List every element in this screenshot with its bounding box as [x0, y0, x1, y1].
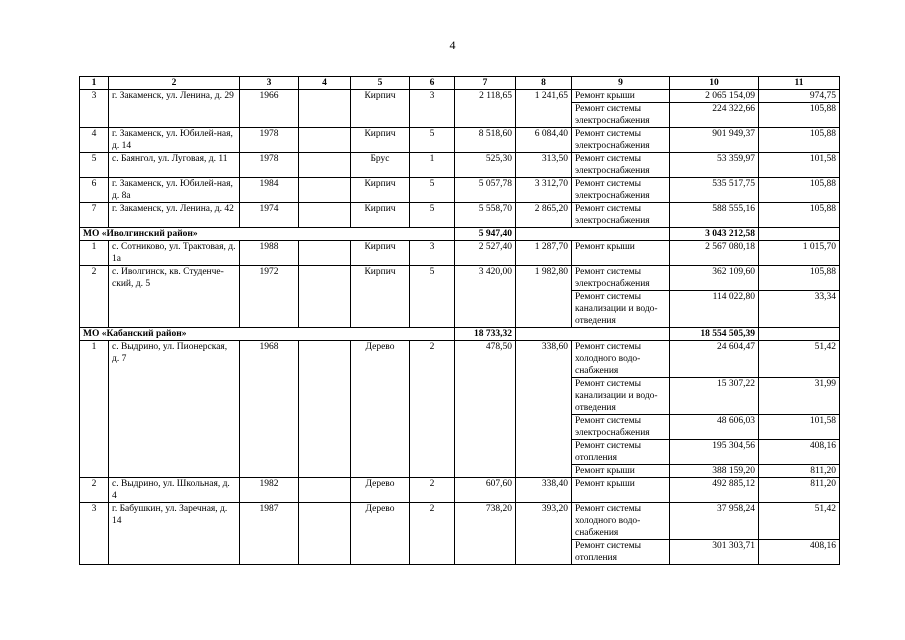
- cell-unit-cost: 974,75: [759, 90, 840, 103]
- cell-cost: 901 949,37: [670, 128, 759, 153]
- cell-total-area: 525,30: [455, 153, 516, 178]
- cell-work-type: Ремонт крыши: [572, 478, 670, 503]
- cell-floors: 3: [410, 90, 455, 128]
- cell-col4: [299, 341, 351, 478]
- cell-work-type: Ремонт системы электроснабжения: [572, 415, 670, 440]
- group-blank: [516, 228, 670, 241]
- cell-cost: 15 307,22: [670, 378, 759, 415]
- cell-material: Кирпич: [351, 128, 410, 153]
- cell-address: г. Бабушкин, ул. Заречная, д. 14: [109, 503, 240, 565]
- group-title: МО «Иволгинский район»: [80, 228, 455, 241]
- header-row: [80, 77, 840, 90]
- header-cell-2: 2: [109, 77, 240, 90]
- header-cell-10: 10: [670, 77, 759, 90]
- cell-cost: 2 065 154,09: [670, 90, 759, 103]
- cell-unit-cost: 105,88: [759, 203, 840, 228]
- cell-floors: 5: [410, 203, 455, 228]
- group-row: [80, 328, 840, 341]
- cell-unit-cost: 105,88: [759, 266, 840, 291]
- cell-cost: 195 304,56: [670, 440, 759, 465]
- cell-material: Дерево: [351, 503, 410, 565]
- cell-unit-cost: 105,88: [759, 178, 840, 203]
- cell-work-type: Ремонт системы электроснабжения: [572, 178, 670, 203]
- cell-total-area: 2 118,65: [455, 90, 516, 128]
- cell-material: Дерево: [351, 341, 410, 478]
- cell-material: Брус: [351, 153, 410, 178]
- cell-floors: 5: [410, 178, 455, 203]
- cell-cost: 224 322,66: [670, 103, 759, 128]
- repair-table: [79, 76, 840, 565]
- cell-unit-cost: 811,20: [759, 478, 840, 503]
- cell-total-area: 478,50: [455, 341, 516, 478]
- cell-total-area: 2 527,40: [455, 241, 516, 266]
- cell-work-type: Ремонт крыши: [572, 465, 670, 478]
- cell-work-type: Ремонт системы отопления: [572, 440, 670, 465]
- cell-number: 3: [80, 90, 109, 128]
- cell-col4: [299, 266, 351, 328]
- cell-unit-cost: 1 015,70: [759, 241, 840, 266]
- cell-col4: [299, 203, 351, 228]
- cell-material: Кирпич: [351, 266, 410, 328]
- table-row: [80, 478, 840, 503]
- table-row: [80, 153, 840, 178]
- header-cell-1: 1: [80, 77, 109, 90]
- cell-living-area: 338,60: [516, 341, 572, 478]
- cell-number: 1: [80, 241, 109, 266]
- cell-total-area: 738,20: [455, 503, 516, 565]
- group-cost-total: 3 043 212,58: [670, 228, 759, 241]
- cell-living-area: 338,40: [516, 478, 572, 503]
- cell-address: с. Иволгинск, кв. Студенче-ский, д. 5: [109, 266, 240, 328]
- cell-year: 1966: [240, 90, 299, 128]
- cell-work-type: Ремонт системы холодного водо-снабжения: [572, 341, 670, 378]
- cell-cost: 492 885,12: [670, 478, 759, 503]
- cell-col4: [299, 241, 351, 266]
- cell-number: 3: [80, 503, 109, 565]
- cell-year: 1972: [240, 266, 299, 328]
- cell-unit-cost: 408,16: [759, 540, 840, 565]
- cell-material: Дерево: [351, 478, 410, 503]
- cell-year: 1978: [240, 128, 299, 153]
- cell-living-area: 1 241,65: [516, 90, 572, 128]
- header-cell-4: 4: [299, 77, 351, 90]
- cell-cost: 388 159,20: [670, 465, 759, 478]
- cell-total-area: 607,60: [455, 478, 516, 503]
- cell-number: 1: [80, 341, 109, 478]
- cell-living-area: 3 312,70: [516, 178, 572, 203]
- table-row: [80, 178, 840, 203]
- cell-cost: 114 022,80: [670, 291, 759, 328]
- cell-floors: 2: [410, 503, 455, 565]
- header-cell-7: 7: [455, 77, 516, 90]
- group-blank: [759, 228, 840, 241]
- cell-total-area: 8 518,60: [455, 128, 516, 153]
- header-cell-3: 3: [240, 77, 299, 90]
- cell-year: 1974: [240, 203, 299, 228]
- table-row: [80, 90, 840, 103]
- cell-floors: 1: [410, 153, 455, 178]
- cell-year: 1984: [240, 178, 299, 203]
- cell-address: г. Закаменск, ул. Юбилей-ная, д. 8а: [109, 178, 240, 203]
- cell-year: 1968: [240, 341, 299, 478]
- cell-address: г. Закаменск, ул. Ленина, д. 29: [109, 90, 240, 128]
- cell-number: 2: [80, 478, 109, 503]
- cell-year: 1978: [240, 153, 299, 178]
- cell-floors: 2: [410, 341, 455, 478]
- group-blank: [759, 328, 840, 341]
- cell-cost: 37 958,24: [670, 503, 759, 540]
- cell-unit-cost: 105,88: [759, 103, 840, 128]
- cell-address: с. Выдрино, ул. Пионерская, д. 7: [109, 341, 240, 478]
- cell-number: 6: [80, 178, 109, 203]
- cell-floors: 3: [410, 241, 455, 266]
- header-cell-5: 5: [351, 77, 410, 90]
- cell-total-area: 3 420,00: [455, 266, 516, 328]
- group-area-total: 5 947,40: [455, 228, 516, 241]
- cell-unit-cost: 408,16: [759, 440, 840, 465]
- page-number: 4: [449, 38, 456, 52]
- cell-unit-cost: 51,42: [759, 503, 840, 540]
- cell-floors: 5: [410, 266, 455, 328]
- cell-material: Кирпич: [351, 203, 410, 228]
- cell-unit-cost: 105,88: [759, 128, 840, 153]
- cell-address: с. Сотниково, ул. Трактовая, д. 1а: [109, 241, 240, 266]
- cell-address: г. Закаменск, ул. Ленина, д. 42: [109, 203, 240, 228]
- cell-cost: 535 517,75: [670, 178, 759, 203]
- cell-year: 1982: [240, 478, 299, 503]
- cell-address: г. Закаменск, ул. Юбилей-ная, д. 14: [109, 128, 240, 153]
- cell-unit-cost: 31,99: [759, 378, 840, 415]
- table-row: [80, 203, 840, 228]
- header-cell-6: 6: [410, 77, 455, 90]
- cell-cost: 588 555,16: [670, 203, 759, 228]
- cell-col4: [299, 478, 351, 503]
- group-cost-total: 18 554 505,39: [670, 328, 759, 341]
- cell-col4: [299, 503, 351, 565]
- cell-living-area: 2 865,20: [516, 203, 572, 228]
- cell-address: с. Выдрино, ул. Школьная, д. 4: [109, 478, 240, 503]
- table-row: [80, 341, 840, 378]
- cell-living-area: 393,20: [516, 503, 572, 565]
- cell-number: 7: [80, 203, 109, 228]
- table-row: [80, 503, 840, 540]
- group-title: МО «Кабанский район»: [80, 328, 455, 341]
- group-row: [80, 228, 840, 241]
- cell-work-type: Ремонт системы холодного водо-снабжения: [572, 503, 670, 540]
- cell-total-area: 5 057,78: [455, 178, 516, 203]
- cell-work-type: Ремонт крыши: [572, 241, 670, 266]
- cell-unit-cost: 51,42: [759, 341, 840, 378]
- cell-unit-cost: 101,58: [759, 153, 840, 178]
- cell-cost: 53 359,97: [670, 153, 759, 178]
- table-row: [80, 266, 840, 291]
- cell-work-type: Ремонт системы электроснабжения: [572, 153, 670, 178]
- cell-cost: 48 606,03: [670, 415, 759, 440]
- cell-cost: 2 567 080,18: [670, 241, 759, 266]
- cell-work-type: Ремонт системы электроснабжения: [572, 266, 670, 291]
- cell-unit-cost: 101,58: [759, 415, 840, 440]
- cell-cost: 362 109,60: [670, 266, 759, 291]
- cell-year: 1987: [240, 503, 299, 565]
- cell-work-type: Ремонт системы канализации и водо-отведения: [572, 378, 670, 415]
- header-cell-8: 8: [516, 77, 572, 90]
- cell-living-area: 1 287,70: [516, 241, 572, 266]
- cell-work-type: Ремонт крыши: [572, 90, 670, 103]
- cell-cost: 301 303,71: [670, 540, 759, 565]
- cell-work-type: Ремонт системы электроснабжения: [572, 128, 670, 153]
- cell-cost: 24 604,47: [670, 341, 759, 378]
- cell-work-type: Ремонт системы отопления: [572, 540, 670, 565]
- cell-total-area: 5 558,70: [455, 203, 516, 228]
- group-blank: [516, 328, 670, 341]
- cell-living-area: 1 982,80: [516, 266, 572, 328]
- cell-number: 4: [80, 128, 109, 153]
- cell-material: Кирпич: [351, 90, 410, 128]
- header-cell-11: 11: [759, 77, 840, 90]
- cell-year: 1988: [240, 241, 299, 266]
- cell-unit-cost: 33,34: [759, 291, 840, 328]
- cell-floors: 5: [410, 128, 455, 153]
- cell-col4: [299, 153, 351, 178]
- cell-col4: [299, 128, 351, 153]
- cell-material: Кирпич: [351, 178, 410, 203]
- cell-work-type: Ремонт системы электроснабжения: [572, 203, 670, 228]
- cell-floors: 2: [410, 478, 455, 503]
- cell-living-area: 6 084,40: [516, 128, 572, 153]
- group-area-total: 18 733,32: [455, 328, 516, 341]
- cell-address: с. Баянгол, ул. Луговая, д. 11: [109, 153, 240, 178]
- cell-number: 2: [80, 266, 109, 328]
- table-row: [80, 128, 840, 153]
- cell-work-type: Ремонт системы канализации и водо-отведения: [572, 291, 670, 328]
- cell-living-area: 313,50: [516, 153, 572, 178]
- header-cell-9: 9: [572, 77, 670, 90]
- cell-work-type: Ремонт системы электроснабжения: [572, 103, 670, 128]
- cell-col4: [299, 90, 351, 128]
- cell-number: 5: [80, 153, 109, 178]
- table-row: [80, 241, 840, 266]
- cell-material: Кирпич: [351, 241, 410, 266]
- cell-col4: [299, 178, 351, 203]
- cell-unit-cost: 811,20: [759, 465, 840, 478]
